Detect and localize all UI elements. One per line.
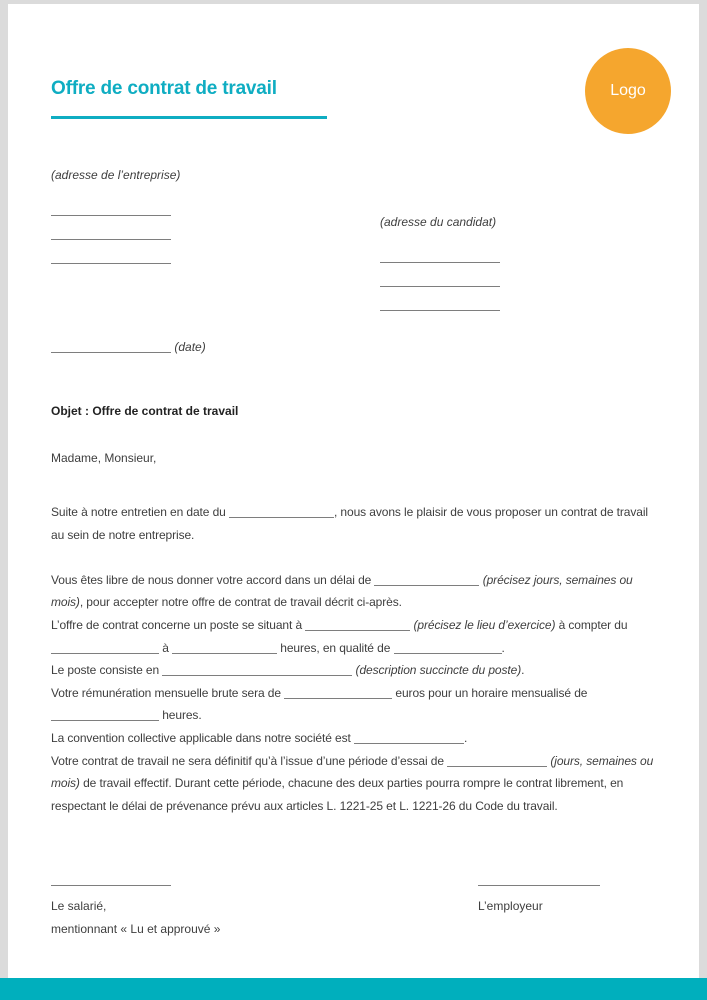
text-run: heures, en qualité de xyxy=(277,640,394,655)
blank-field xyxy=(51,707,159,721)
salutation: Madame, Monsieur, xyxy=(51,451,157,465)
body-line xyxy=(51,614,691,637)
text-run: La convention collective applicable dans notre société est xyxy=(51,730,354,745)
text-run: . xyxy=(463,730,468,745)
blank-field xyxy=(447,753,547,767)
employer-signature-label: L’employeur xyxy=(478,899,543,913)
text-run: au sein de notre entreprise. xyxy=(51,527,195,542)
text-run: mois) xyxy=(51,776,80,791)
address-blank-line xyxy=(380,239,500,263)
blank-field xyxy=(229,504,334,518)
text-run: (jours, semaines ou xyxy=(550,753,654,768)
signature-employee-block xyxy=(51,885,220,940)
body-line xyxy=(51,772,691,795)
body-line xyxy=(51,750,691,773)
blank-field xyxy=(172,640,277,654)
candidate-address-block xyxy=(380,214,500,311)
body-line xyxy=(51,682,691,705)
body-line xyxy=(51,795,691,818)
document-page xyxy=(8,4,699,1000)
text-run: , pour accepter notre offre de contrat de travail décrit ci-après. xyxy=(79,595,402,610)
date-blank-field xyxy=(51,339,171,353)
text-run: Suite à notre entretien en date du xyxy=(51,505,229,519)
blank-field xyxy=(284,685,392,699)
address-blank-line xyxy=(51,240,171,264)
text-run: heures. xyxy=(159,708,202,723)
footer-accent-bar xyxy=(0,978,707,1000)
text-run: . xyxy=(521,663,525,678)
employee-signature-line xyxy=(51,885,171,886)
employer-signature-line xyxy=(478,885,600,886)
document-title: Offre de contrat de travail xyxy=(51,78,277,99)
body-line xyxy=(51,704,691,727)
employee-signature-note: mentionnant « Lu et approuvé » xyxy=(51,921,221,936)
date-label: (date) xyxy=(174,340,206,354)
text-run: Le poste consiste en xyxy=(51,663,163,678)
company-logo xyxy=(585,48,671,134)
text-run: Votre rémunération mensuelle brute sera de xyxy=(51,685,285,700)
text-run: à xyxy=(159,640,173,655)
blank-field xyxy=(162,662,352,676)
signature-employer-block xyxy=(478,885,600,918)
candidate-address-blanks xyxy=(380,239,500,311)
address-blank-line xyxy=(51,192,171,216)
address-blank-line xyxy=(380,263,500,287)
text-run: respectant le délai de prévenance prévu aux articles L. 1221-25 et L. 1221-26 du Code du travail. xyxy=(51,798,558,813)
text-run: . xyxy=(501,640,505,655)
body-line xyxy=(51,727,691,750)
text-run: L’offre de contrat concerne un poste se situant à xyxy=(51,617,306,632)
text-run: Vous êtes libre de nous donner votre accord dans un délai de xyxy=(51,572,375,587)
title-underline xyxy=(51,116,327,119)
text-run: de travail effectif. Durant cette période, chacune des deux parties pourra rompre le contrat librement, en xyxy=(79,776,624,791)
company-address-block xyxy=(51,167,180,264)
body-line xyxy=(51,501,691,524)
blank-field xyxy=(354,730,464,744)
subject-line: Objet : Offre de contrat de travail xyxy=(51,404,239,418)
address-blank-line xyxy=(380,287,500,311)
blank-field xyxy=(51,640,159,654)
candidate-address-label: (adresse du candidat) xyxy=(380,215,497,229)
letter-body xyxy=(51,501,691,817)
text-run: euros pour un horaire mensualisé de xyxy=(392,685,588,700)
blank-field xyxy=(374,572,479,586)
text-run: (précisez le lieu d’exercice) xyxy=(413,617,556,632)
company-address-blanks xyxy=(51,192,180,264)
body-line xyxy=(51,524,691,547)
body-line xyxy=(51,659,691,682)
text-run: à compter du xyxy=(555,617,628,632)
company-address-label: (adresse de l’entreprise) xyxy=(51,168,181,182)
text-run: (description succincte du poste) xyxy=(355,663,522,678)
text-run: mois) xyxy=(51,595,80,610)
address-blank-line xyxy=(51,216,171,240)
text-run: , nous avons le plaisir de vous proposer un contrat de travail xyxy=(333,505,648,519)
text-run: (précisez jours, semaines ou xyxy=(482,572,633,587)
logo-label: Logo xyxy=(610,82,646,99)
body-line xyxy=(51,637,691,660)
blank-field xyxy=(394,640,502,654)
body-line xyxy=(51,569,691,592)
blank-field xyxy=(305,617,410,631)
date-line xyxy=(51,338,206,356)
employee-signature-label: Le salarié, xyxy=(51,899,107,913)
body-line xyxy=(51,591,691,614)
text-run: Votre contrat de travail ne sera définitif qu’à l’issue d’une période d’essai de xyxy=(51,753,448,768)
